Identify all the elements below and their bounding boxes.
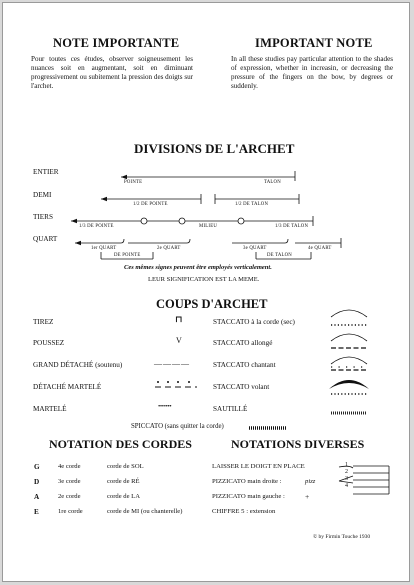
- mark-tiers-pointe: 1/3 DE POINTE: [79, 224, 114, 229]
- spiccato-label: SPICCATO (sans quitter la corde): [131, 423, 224, 430]
- mark-de-talon: DE TALON: [267, 253, 292, 258]
- mark-demi-pointe: 1/2 DE POINTE: [133, 202, 168, 207]
- staccato-chantant-label: STACCATO chantant: [213, 361, 276, 369]
- note-en-title: IMPORTANT NOTE: [255, 36, 373, 50]
- string-name-g: corde de SOL: [107, 463, 144, 470]
- staff-number-4: 4: [345, 483, 348, 489]
- cordes-title: NOTATION DES CORDES: [49, 437, 192, 451]
- string-name-d: corde de RÉ: [107, 478, 140, 485]
- mark-tiers-talon: 1/3 DE TALON: [275, 224, 309, 229]
- diverse-chiffre-5: CHIFFRE 5 : extension: [212, 508, 276, 515]
- martele-sign: • • • • • • •: [158, 403, 171, 410]
- sautille-label: SAUTILLÉ: [213, 405, 248, 413]
- string-letter-g: G: [34, 463, 40, 471]
- row-label-quart: QUART: [33, 235, 58, 243]
- poussez-sign: V: [176, 336, 182, 345]
- mark-talon: TALON: [264, 180, 281, 185]
- string-num-a: 2e corde: [58, 493, 81, 500]
- staff-number-1: 1: [345, 462, 348, 468]
- staccato-volant-label: STACCATO volant: [213, 383, 270, 391]
- staccato-allonge-label: STACCATO allongé: [213, 339, 273, 347]
- mark-q1: 1er QUART: [91, 246, 117, 251]
- diverse-pizz-droite: PIZZICATO main droite :: [212, 478, 282, 485]
- string-name-e: corde de MI (ou chanterelle): [107, 508, 183, 515]
- divisions-note-meaning: LEUR SIGNIFICATION EST LA MEME.: [148, 276, 260, 283]
- copyright: © by Firmin Touche 1930: [313, 534, 371, 540]
- staccato-sec-label: STACCATO à la corde (sec): [213, 318, 295, 326]
- note-fr-title: NOTE IMPORTANTE: [53, 36, 180, 50]
- string-num-g: 4e corde: [58, 463, 81, 470]
- divisions-note-vertical: Ces mêmes signes peuvent être employés verticalement.: [124, 264, 272, 271]
- coup-poussez: POUSSEZ: [33, 339, 65, 347]
- string-letter-e: E: [34, 508, 39, 516]
- row-label-tiers: TIERS: [33, 213, 53, 221]
- pizz-left-hand-sign: +: [305, 492, 310, 501]
- coup-grand-detache: GRAND DÉTACHÉ (soutenu): [33, 361, 123, 369]
- mark-de-pointe: DE POINTE: [114, 253, 141, 258]
- string-letter-d: D: [34, 478, 40, 486]
- detache-martele-sign: [155, 381, 197, 387]
- staccato-sec-sign: [331, 310, 367, 325]
- string-num-d: 3e corde: [58, 478, 81, 485]
- staccato-chantant-sign: [331, 357, 367, 370]
- mark-q3: 3e QUART: [243, 246, 267, 251]
- mark-q2: 2e QUART: [157, 246, 181, 251]
- diverse-pizz-gauche: PIZZICATO main gauche :: [212, 493, 285, 500]
- diverses-title: NOTATIONS DIVERSES: [231, 437, 365, 451]
- mark-demi-talon: 1/2 DE TALON: [235, 202, 269, 207]
- pizz-sign: pizz: [305, 478, 316, 485]
- coup-tirez: TIREZ: [33, 318, 54, 326]
- string-num-e: 1re corde: [58, 508, 83, 515]
- coup-martele: MARTELÉ: [33, 405, 67, 413]
- staccato-volant-sign: [329, 380, 369, 394]
- note-fr-text: Pour toutes ces études, observer soigneusement les nuances soit en augmentant, soit en diminuant progressivement ou subitement la pression des doigts sur l'archet.: [31, 55, 193, 90]
- coup-detache-martele: DÉTACHÉ MARTELÉ: [33, 383, 102, 391]
- coups-title: COUPS D'ARCHET: [156, 297, 268, 311]
- method-page: [2, 2, 410, 582]
- tirez-sign: ⊓: [175, 314, 183, 324]
- string-letter-a: A: [34, 493, 40, 501]
- staff-number-2: 2: [345, 469, 348, 475]
- row-label-demi: DEMI: [33, 191, 52, 199]
- row-label-entier: ENTIER: [33, 168, 59, 176]
- mark-pointe: POINTE: [124, 180, 143, 185]
- staff-number-3: 3: [345, 476, 348, 482]
- mark-q4: 4e QUART: [308, 246, 332, 251]
- divisions-title: DIVISIONS DE L'ARCHET: [134, 141, 295, 156]
- demi-lines: [101, 194, 299, 204]
- grand-detache-sign: — — — —: [154, 359, 189, 368]
- staccato-allonge-sign: [331, 334, 367, 348]
- diverse-laisser-doigt: LAISSER LE DOIGT EN PLACE: [212, 463, 305, 470]
- string-name-a: corde de LA: [107, 493, 140, 500]
- mark-milieu: MILIEU: [199, 224, 217, 229]
- note-en-text: In all these studies pay particular attention to the shades of expression, whether in increasin, or decreasing the pressure of the fingers on the bow, by degrees or suddenly.: [231, 55, 393, 90]
